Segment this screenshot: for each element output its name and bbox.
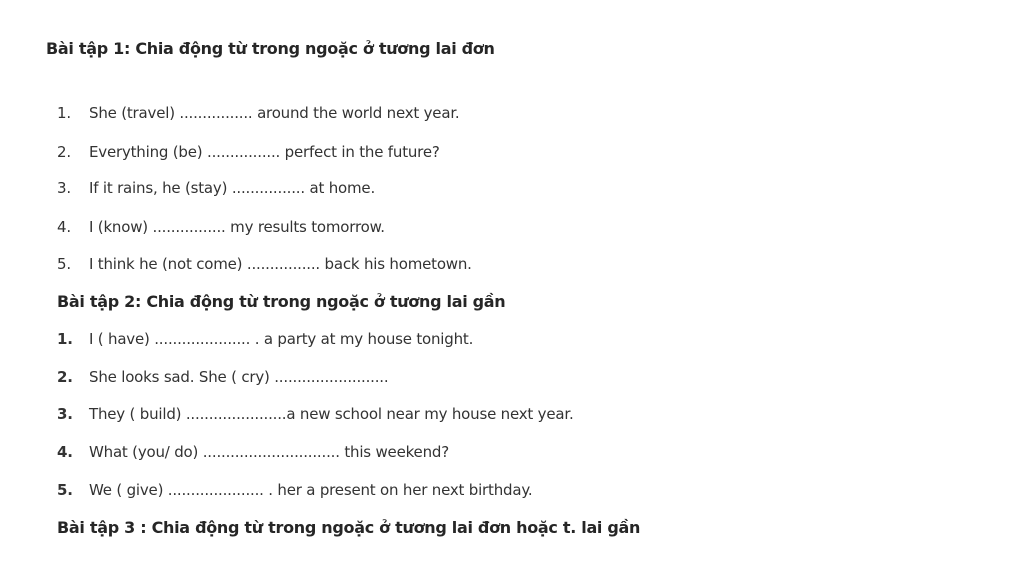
- exercise-1-title: Bài tập 1: Chia động từ trong ngoặc ở tương lai đơn: [46, 39, 495, 58]
- item-text: Everything (be) ................ perfect in the future?: [89, 143, 440, 161]
- item-number: 2.: [57, 368, 73, 386]
- exercise-2-item-4: [57, 443, 449, 461]
- item-text: She looks sad. She ( cry) .........................: [89, 368, 389, 386]
- item-text: We ( give) ..................... . her a present on her next birthday.: [89, 481, 533, 499]
- item-number: 3.: [57, 405, 73, 423]
- exercise-2-title: Bài tập 2: Chia động từ trong ngoặc ở tương lai gần: [57, 292, 506, 311]
- exercise-1-item-5: [57, 255, 472, 273]
- item-number: 4.: [57, 443, 73, 461]
- exercise-1-item-3: [57, 179, 375, 197]
- item-text: I (know) ................ my results tomorrow.: [89, 218, 385, 236]
- exercise-2-item-3: [57, 405, 574, 423]
- exercise-1-item-2: [57, 143, 440, 161]
- item-number: 5.: [57, 255, 71, 273]
- exercise-2-item-5: [57, 481, 532, 499]
- item-number: 5.: [57, 481, 73, 499]
- exercise-2-item-2: [57, 368, 388, 386]
- item-text: What (you/ do) .............................. this weekend?: [89, 443, 449, 461]
- exercise-1-item-1: [57, 104, 460, 122]
- item-number: 4.: [57, 218, 71, 236]
- exercise-1-item-4: [57, 218, 385, 236]
- exercise-2-item-1: [57, 330, 473, 348]
- item-text: I ( have) ..................... . a party at my house tonight.: [89, 330, 474, 348]
- item-number: 1.: [57, 104, 71, 122]
- item-text: If it rains, he (stay) ................ at home.: [89, 179, 376, 197]
- item-number: 3.: [57, 179, 71, 197]
- item-text: They ( build) ......................a new school near my house next year.: [89, 405, 574, 423]
- exercise-3-title: Bài tập 3 : Chia động từ trong ngoặc ở tương lai đơn hoặc t. lai gần: [57, 518, 641, 537]
- item-text: I think he (not come) ................ back his hometown.: [89, 255, 472, 273]
- item-number: 2.: [57, 143, 71, 161]
- item-text: She (travel) ................ around the world next year.: [89, 104, 460, 122]
- item-number: 1.: [57, 330, 73, 348]
